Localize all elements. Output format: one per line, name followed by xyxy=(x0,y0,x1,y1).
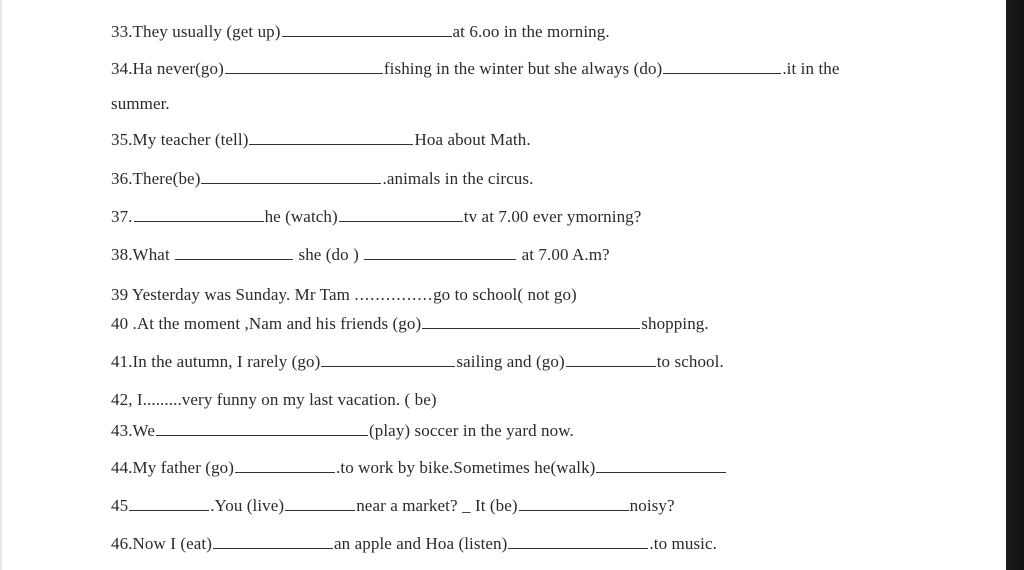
answer-blank[interactable] xyxy=(285,509,355,511)
question-38: 38.What she (do ) at 7.00 A.m? xyxy=(111,245,610,264)
answer-blank[interactable] xyxy=(235,471,335,473)
answer-blank[interactable] xyxy=(213,547,333,549)
question-43: 43.We (play) soccer in the yard now. xyxy=(111,421,574,440)
answer-blank[interactable] xyxy=(508,547,648,549)
question-45: 45 .You (live) near a market? _ It (be) noisy? xyxy=(111,496,675,515)
question-39: 39 Yesterday was Sunday. Mr Tam ...............go to school( not go) xyxy=(111,285,577,304)
answer-blank[interactable] xyxy=(282,35,452,37)
question-36: 36.There(be) .animals in the circus. xyxy=(111,169,534,188)
question-34-cont: summer. xyxy=(111,94,170,113)
answer-blank[interactable] xyxy=(364,258,516,260)
question-44: 44.My father (go) .to work by bike.Sometimes he(walk) xyxy=(111,458,727,478)
answer-blank[interactable] xyxy=(321,365,455,367)
answer-blank[interactable] xyxy=(156,434,368,436)
answer-blank[interactable] xyxy=(201,182,381,184)
answer-blank[interactable] xyxy=(129,509,209,511)
answer-blank[interactable] xyxy=(134,220,264,222)
answer-blank[interactable] xyxy=(422,327,640,329)
answer-blank[interactable] xyxy=(225,72,383,74)
question-40: 40 .At the moment ,Nam and his friends (go) shopping. xyxy=(111,314,709,333)
answer-blank[interactable] xyxy=(663,72,781,74)
question-33: 33.They usually (get up) at 6.oo in the morning. xyxy=(111,22,610,41)
question-46: 46.Now I (eat) an apple and Hoa (listen) .to music. xyxy=(111,534,717,553)
page-right-edge xyxy=(1006,0,1024,570)
answer-blank[interactable] xyxy=(175,258,293,260)
question-34: 34.Ha never(go) fishing in the winter but she always (do) .it in the xyxy=(111,59,840,78)
answer-blank[interactable] xyxy=(596,471,726,473)
answer-dots[interactable]: ............... xyxy=(354,285,434,304)
question-37: 37. he (watch) tv at 7.00 ever ymorning? xyxy=(111,207,642,226)
answer-blank[interactable] xyxy=(249,143,413,145)
question-41: 41.In the autumn, I rarely (go) sailing and (go) to school. xyxy=(111,352,724,371)
answer-blank[interactable] xyxy=(519,509,629,511)
question-35: 35.My teacher (tell) Hoa about Math. xyxy=(111,130,531,149)
question-42: 42, I.........very funny on my last vacation. ( be) xyxy=(111,390,437,409)
page-left-edge xyxy=(0,0,2,570)
answer-blank[interactable] xyxy=(566,365,656,367)
answer-blank[interactable] xyxy=(339,220,463,222)
